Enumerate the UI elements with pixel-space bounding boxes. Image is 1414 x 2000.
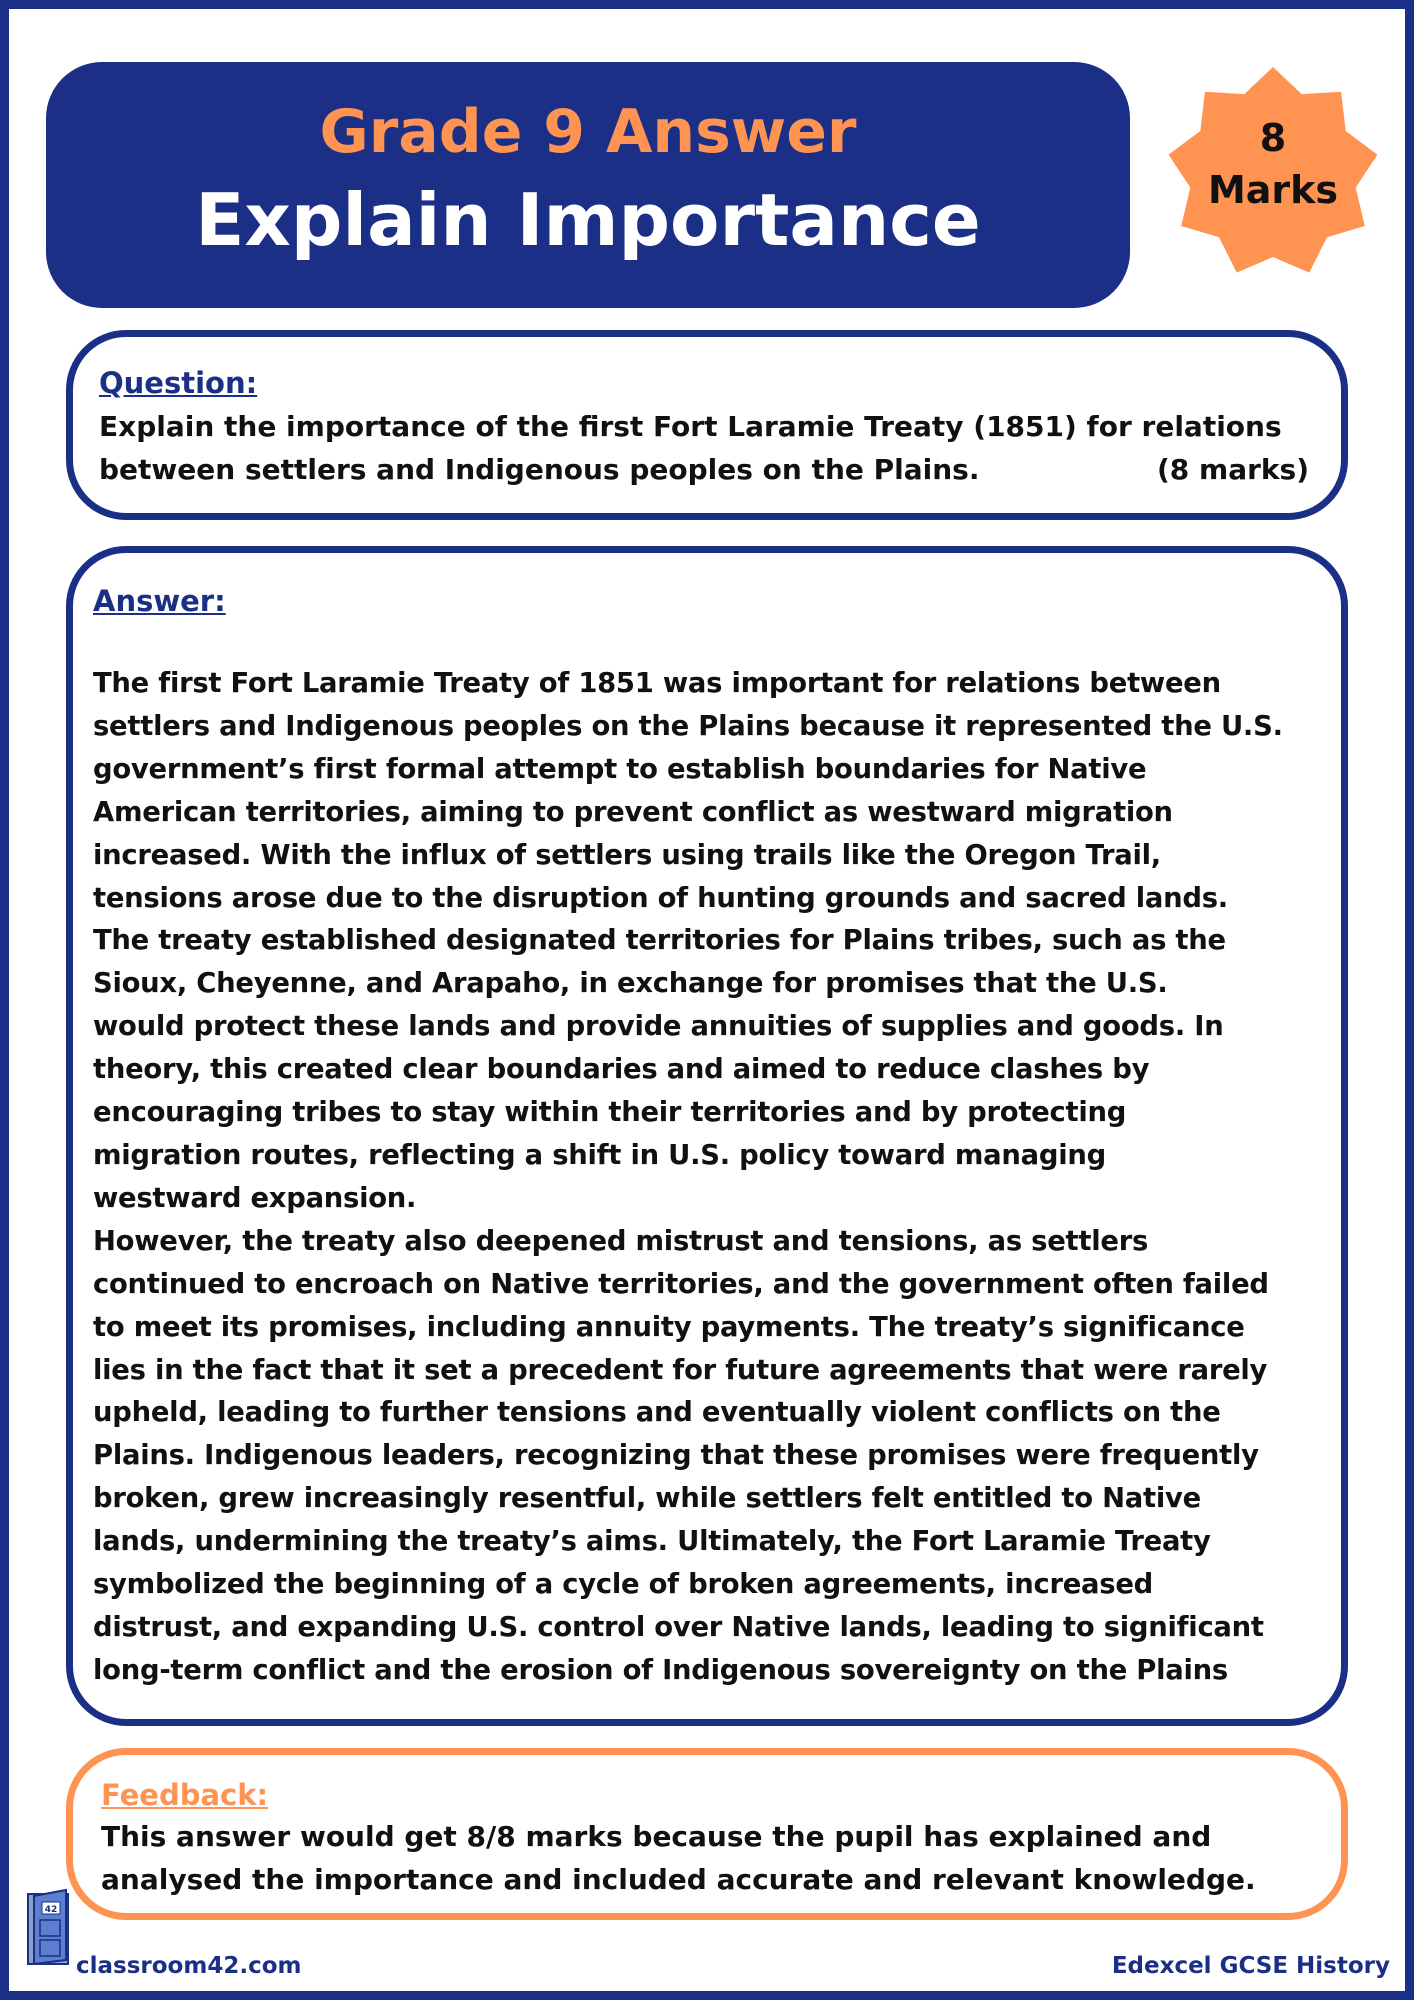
answer-line: lies in the fact that it set a precedent for future agreements that were rarely — [93, 1354, 1268, 1386]
feedback-text — [101, 1815, 1321, 1901]
answer-line: The treaty established designated territories for Plains tribes, such as the — [93, 925, 1226, 957]
marks-badge-text — [1166, 112, 1380, 216]
answer-line: long-term conflict and the erosion of Indigenous sovereignty on the Plains — [93, 1654, 1228, 1686]
answer-line: lands, undermining the treaty’s aims. Ultimately, the Fort Laramie Treaty — [93, 1526, 1211, 1558]
answer-line: to meet its promises, including annuity payments. The treaty’s significance — [93, 1311, 1245, 1343]
answer-line: distrust, and expanding U.S. control over Native lands, leading to significant — [93, 1611, 1264, 1643]
answer-line: would protect these lands and provide annuities of supplies and goods. In — [93, 1011, 1224, 1043]
course-name: Edexcel GCSE History — [1111, 1953, 1390, 1979]
answer-line: continued to encroach on Native territories, and the government often failed — [93, 1268, 1269, 1300]
answer-line: encouraging tribes to stay within their territories and by protecting — [93, 1097, 1127, 1129]
marks-badge-number: 8 — [1259, 116, 1287, 160]
answer-line: Sioux, Cheyenne, and Arapaho, in exchange for promises that the U.S. — [93, 968, 1168, 1000]
question-marks: (8 marks) — [1157, 453, 1309, 486]
feedback-line: analysed the importance and included accurate and relevant knowledge. — [101, 1863, 1256, 1896]
question-box — [66, 330, 1348, 520]
answer-line: broken, grew increasingly resentful, while settlers felt entitled to Native — [93, 1483, 1201, 1515]
answer-line: tensions arose due to the disruption of hunting grounds and sacred lands. — [93, 882, 1228, 914]
answer-line: Plains. Indigenous leaders, recognizing that these promises were frequently — [93, 1440, 1259, 1472]
feedback-label: Feedback: — [101, 1778, 269, 1812]
grade-heading: Grade 9 Answer — [319, 97, 857, 167]
answer-line: However, the treaty also deepened mistrust and tensions, as settlers — [93, 1225, 1149, 1257]
answer-label: Answer: — [93, 584, 226, 618]
question-text — [99, 405, 1309, 491]
question-line — [99, 448, 1309, 491]
marks-badge-word: Marks — [1207, 168, 1339, 212]
logo-number: 42 — [44, 1905, 58, 1915]
answer-line: symbolized the beginning of a cycle of broken agreements, increased — [93, 1569, 1154, 1601]
door-logo-icon — [26, 1888, 72, 1966]
answer-line: The first Fort Laramie Treaty of 1851 was important for relations between — [93, 668, 1221, 699]
page-title: Explain Importance — [195, 178, 981, 262]
answer-line: westward expansion. — [93, 1182, 417, 1214]
question-label: Question: — [99, 366, 258, 400]
site-url[interactable]: classroom42.com — [76, 1953, 302, 1979]
answer-line: American territories, aiming to prevent conflict as westward migration — [93, 796, 1173, 828]
answer-line: government’s first formal attempt to establish boundaries for Native — [93, 753, 1147, 785]
feedback-line: This answer would get 8/8 marks because the pupil has explained and — [101, 1820, 1212, 1853]
answer-line: increased. With the influx of settlers using trails like the Oregon Trail, — [93, 839, 1161, 871]
question-line-text: between settlers and Indigenous peoples on the Plains. — [99, 453, 980, 486]
answer-box — [66, 546, 1348, 1726]
feedback-box — [66, 1748, 1348, 1920]
answer-text — [93, 663, 1329, 1693]
answer-line: theory, this created clear boundaries and aimed to reduce clashes by — [93, 1054, 1150, 1086]
marks-badge — [1166, 66, 1380, 280]
answer-line: settlers and Indigenous peoples on the Plains because it represented the U.S. — [93, 710, 1283, 742]
answer-line: upheld, leading to further tensions and eventually violent conflicts on the — [93, 1397, 1221, 1429]
question-line: Explain the importance of the first Fort Laramie Treaty (1851) for relations — [99, 410, 1282, 443]
answer-line: migration routes, reflecting a shift in U.S. policy toward managing — [93, 1139, 1106, 1171]
title-banner — [46, 62, 1130, 308]
